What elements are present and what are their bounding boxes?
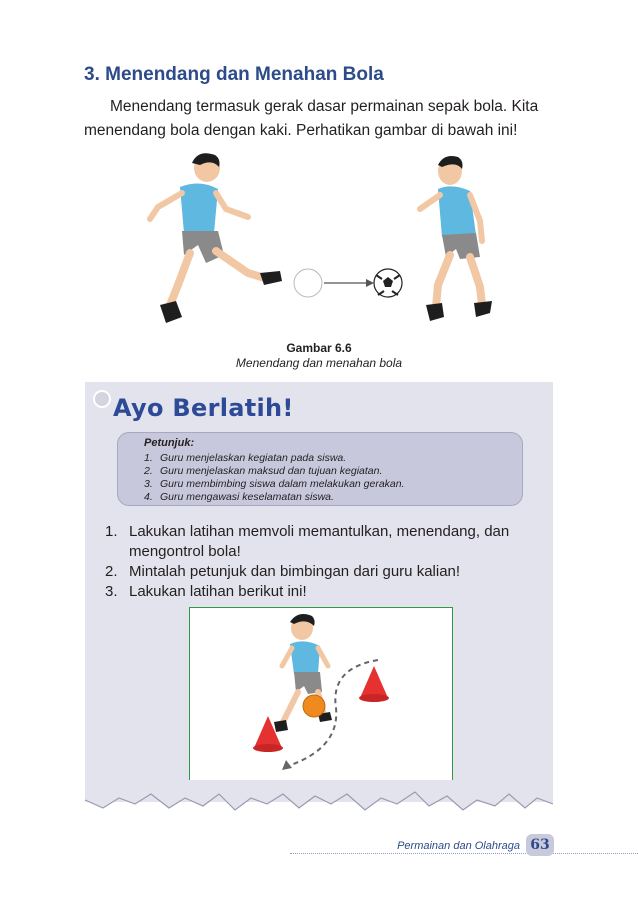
hint-item: 2. Guru menjelaskan maksud dan tujuan kegiatan. (144, 465, 383, 477)
panel-tab-icon (93, 390, 111, 408)
hint-item: 1. Guru menjelaskan kegiatan pada siswa. (144, 452, 347, 464)
footer-divider (290, 853, 638, 854)
task-item: 2. Mintalah petunjuk dan bimbingan dari guru kalian! (105, 563, 461, 580)
hint-title: Petunjuk: (144, 437, 195, 449)
orange-ball (303, 695, 325, 717)
task-item: 3. Lakukan latihan berikut ini! (105, 583, 307, 600)
hint-box (117, 432, 523, 506)
practice-panel (85, 382, 553, 802)
dribbling-boy (274, 614, 332, 732)
intro-paragraph (84, 95, 558, 143)
hint-item: 3. Guru membimbing siswa dalam melakukan gerakan. (144, 478, 405, 490)
section-title: 3. Menendang dan Menahan Bola (84, 64, 384, 85)
kicking-illustration (120, 145, 520, 335)
receiving-boy (420, 156, 492, 321)
hint-item: 4. Guru mengawasi keselamatan siswa. (144, 491, 334, 503)
soccer-ball (374, 269, 402, 297)
task-item: 1. Lakukan latihan memvoli memantulkan, menendang, dan mengontrol bola! (105, 523, 510, 560)
cone-right (359, 666, 389, 702)
kicking-boy (150, 153, 282, 323)
figure-caption: Menendang dan menahan bola (235, 356, 403, 370)
practice-title: Ayo Berlatih! (113, 394, 294, 422)
task-list (95, 522, 545, 602)
page-number: 63 (526, 834, 554, 856)
figure-label: Gambar 6.6 (286, 341, 352, 355)
footer-book-title: Permainan dan Olahraga (397, 840, 520, 852)
hint-list (144, 452, 405, 504)
intro-line-1: Menendang termasuk gerak dasar permainan sepak bola. Kita (110, 98, 539, 115)
intro-line-2: menendang bola dengan kaki. Perhatikan gambar di bawah ini! (84, 122, 518, 139)
torn-paper-edge (85, 780, 553, 820)
dribbling-illustration (189, 607, 453, 789)
